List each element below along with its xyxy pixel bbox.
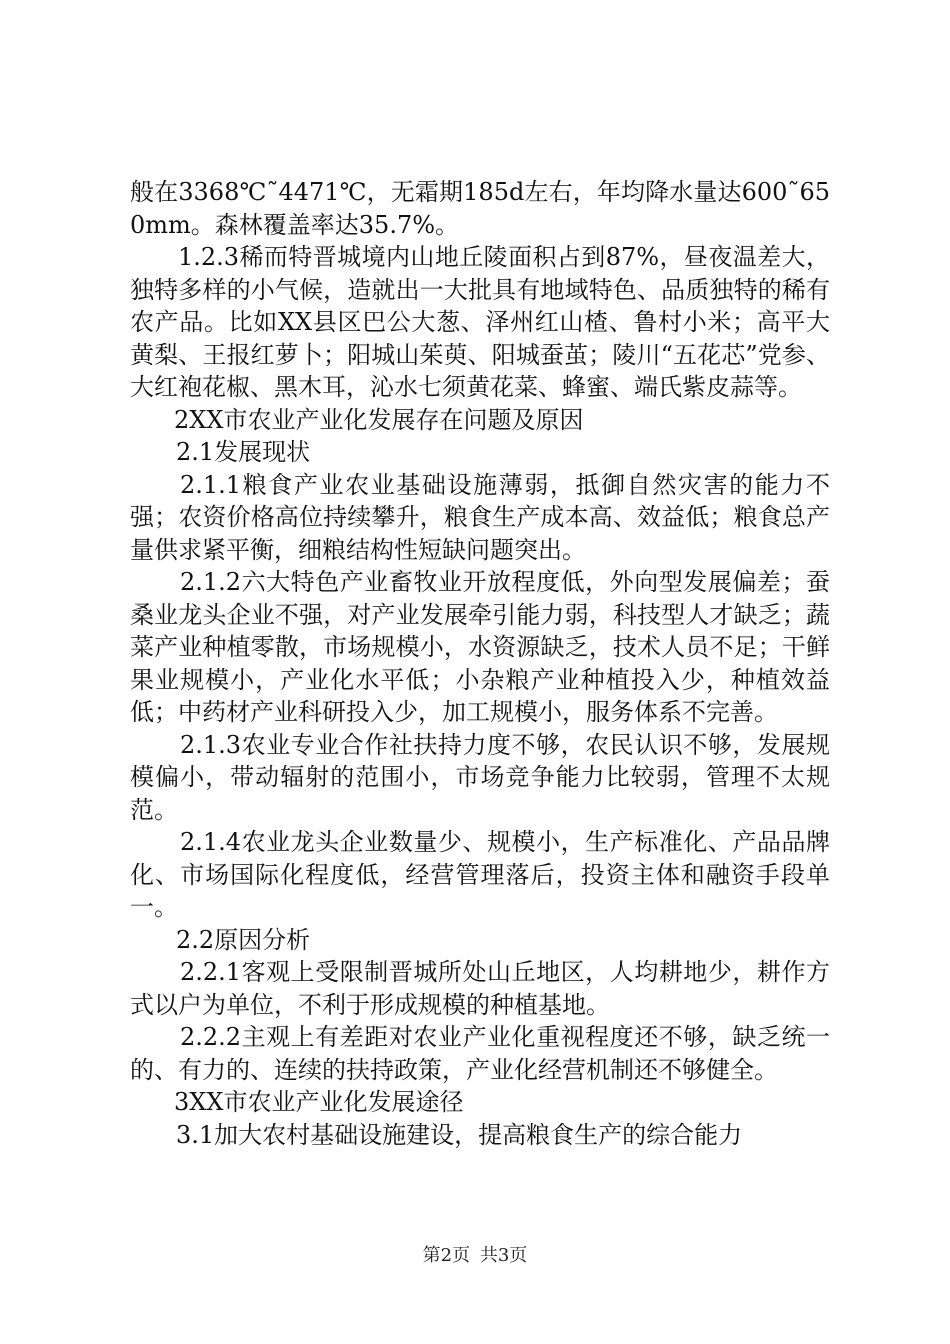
paragraph-2-1-4: 2.1.4农业龙头企业数量少、规模小，生产标准化、产品品牌化、市场国际化程度低，经营管理落后，投资主体和融资手段单一。 xyxy=(130,828,830,921)
subsection-heading-2-2: 2.2原因分析 xyxy=(176,925,311,954)
paragraph-climate-continued: 般在3368℃˜4471℃，无霜期185d左右，年均降水量达600˜650mm。森林覆盖率达35.7%。 xyxy=(130,178,830,239)
section-heading-3: 3XX市农业产业化发展途径 xyxy=(174,1088,464,1116)
section-heading-2: 2XX市农业产业化发展存在问题及原因 xyxy=(174,405,584,434)
paragraph-2-1-2: 2.1.2六大特色产业畜牧业开放程度低，外向型发展偏差；蚕桑业龙头企业不强，对产业发展牵引能力弱，科技型人才缺乏；蔬菜产业种植零散，市场规模小，水资源缺乏，技术人员不足；干鲜果业规模小，产业化水平低；小杂粮产业种植投入少，种植效益低；中药材产业科研投入少，加工规模小，服务体系不完善。 xyxy=(130,568,830,726)
subsection-heading-3-1: 3.1加大农村基础设施建设，提高粮食生产的综合能力 xyxy=(176,1120,743,1149)
page-total: 共3页 xyxy=(479,1245,528,1266)
paragraph-1-2-3: 1.2.3稀而特晋城境内山地丘陵面积占到87%，昼夜温差大，独特多样的小气候，造就出一大批具有地域特色、品质独特的稀有农产品。比如XX县区巴公大葱、泽州红山楂、鲁村小米；高平大黄梨、王报红萝卜；阳城山茱萸、阳城蚕茧；陵川“五花芯”党参、大红袍花椒、黑木耳，沁水七须黄花菜、蜂蜜、端氏紫皮蒜等。 xyxy=(130,243,830,401)
paragraph-2-2-2: 2.2.2主观上有差距对农业产业化重视程度还不够，缺乏统一的、有力的、连续的扶持政策，产业化经营机制还不够健全。 xyxy=(130,1023,830,1084)
page-number: 第2页 xyxy=(422,1245,471,1266)
page-footer xyxy=(0,1244,950,1268)
paragraph-2-1-3: 2.1.3农业专业合作社扶持力度不够，农民认识不够，发展规模偏小，带动辐射的范围小，市场竞争能力比较弱，管理不太规范。 xyxy=(130,730,830,824)
document-body xyxy=(130,176,830,1151)
subsection-heading-2-1: 2.1发展现状 xyxy=(176,438,311,466)
paragraph-2-1-1: 2.1.1粮食产业农业基础设施薄弱，抵御自然灾害的能力不强；农资价格高位持续攀升，粮食生产成本高、效益低；粮食总产量供求紧平衡，细粮结构性短缺问题突出。 xyxy=(130,470,830,564)
paragraph-2-2-1: 2.2.1客观上受限制晋城所处山丘地区，人均耕地少，耕作方式以户为单位，不利于形成规模的种植基地。 xyxy=(130,958,830,1019)
